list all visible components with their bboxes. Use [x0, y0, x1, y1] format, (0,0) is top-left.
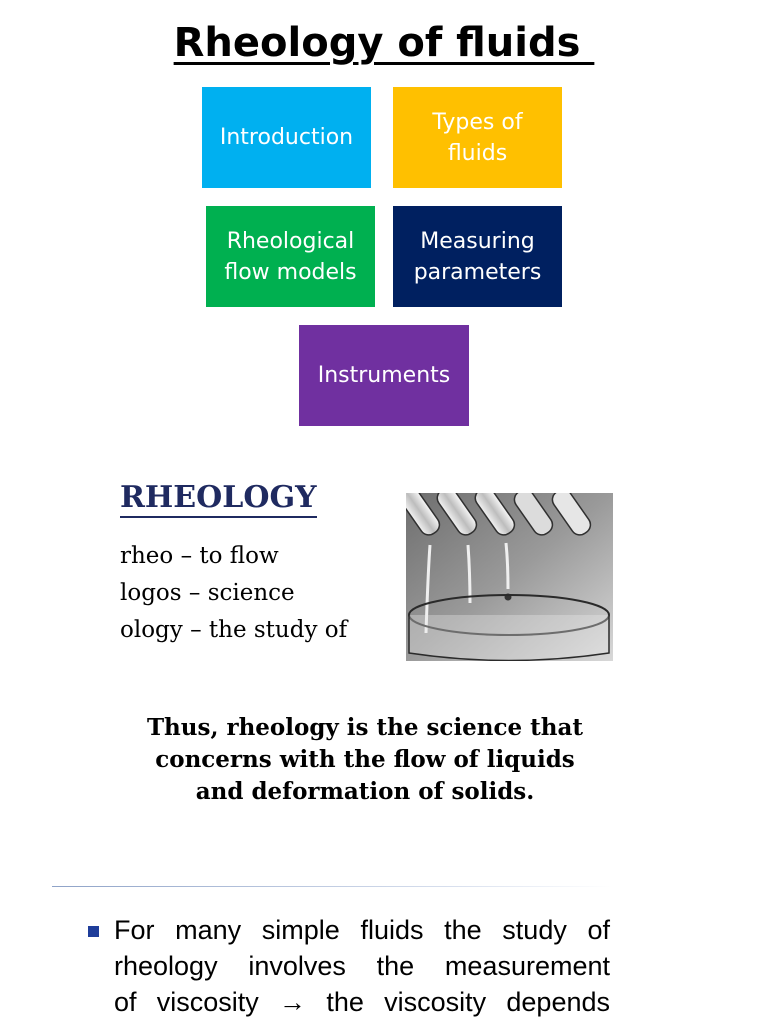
summary-line: and deformation of solids.	[195, 778, 535, 805]
page-title: Rheology of fluids	[173, 20, 595, 66]
square-bullet-icon	[88, 926, 99, 937]
rheology-heading: RHEOLOGY	[120, 480, 317, 518]
definition-ology: ology – the study of	[120, 617, 348, 643]
bullet-point	[88, 912, 610, 1020]
test-tubes-photo	[406, 493, 613, 661]
tile-rheological-flow-models[interactable]: Rheological flow models	[206, 206, 375, 307]
tile-introduction[interactable]: Introduction	[202, 87, 371, 188]
definition-rheo: rheo – to flow	[120, 543, 279, 569]
bullet-line: rheology involves the measurement	[114, 951, 610, 981]
bullet-line: For many simple fluids the study of	[114, 915, 610, 945]
section-divider	[52, 886, 612, 887]
tile-instruments[interactable]: Instruments	[299, 325, 469, 426]
definition-list	[120, 538, 347, 649]
rheology-summary	[100, 712, 630, 808]
summary-line: Thus, rheology is the science that	[146, 714, 584, 741]
tile-measuring-parameters[interactable]: Measuring parameters	[393, 206, 562, 307]
definition-logos: logos – science	[120, 580, 295, 606]
summary-line: concerns with the flow of liquids	[155, 746, 575, 773]
tile-types-of-fluids[interactable]: Types of fluids	[393, 87, 562, 188]
bullet-line: of viscosity → the viscosity depends	[114, 987, 610, 1017]
bullet-text	[114, 912, 610, 1020]
